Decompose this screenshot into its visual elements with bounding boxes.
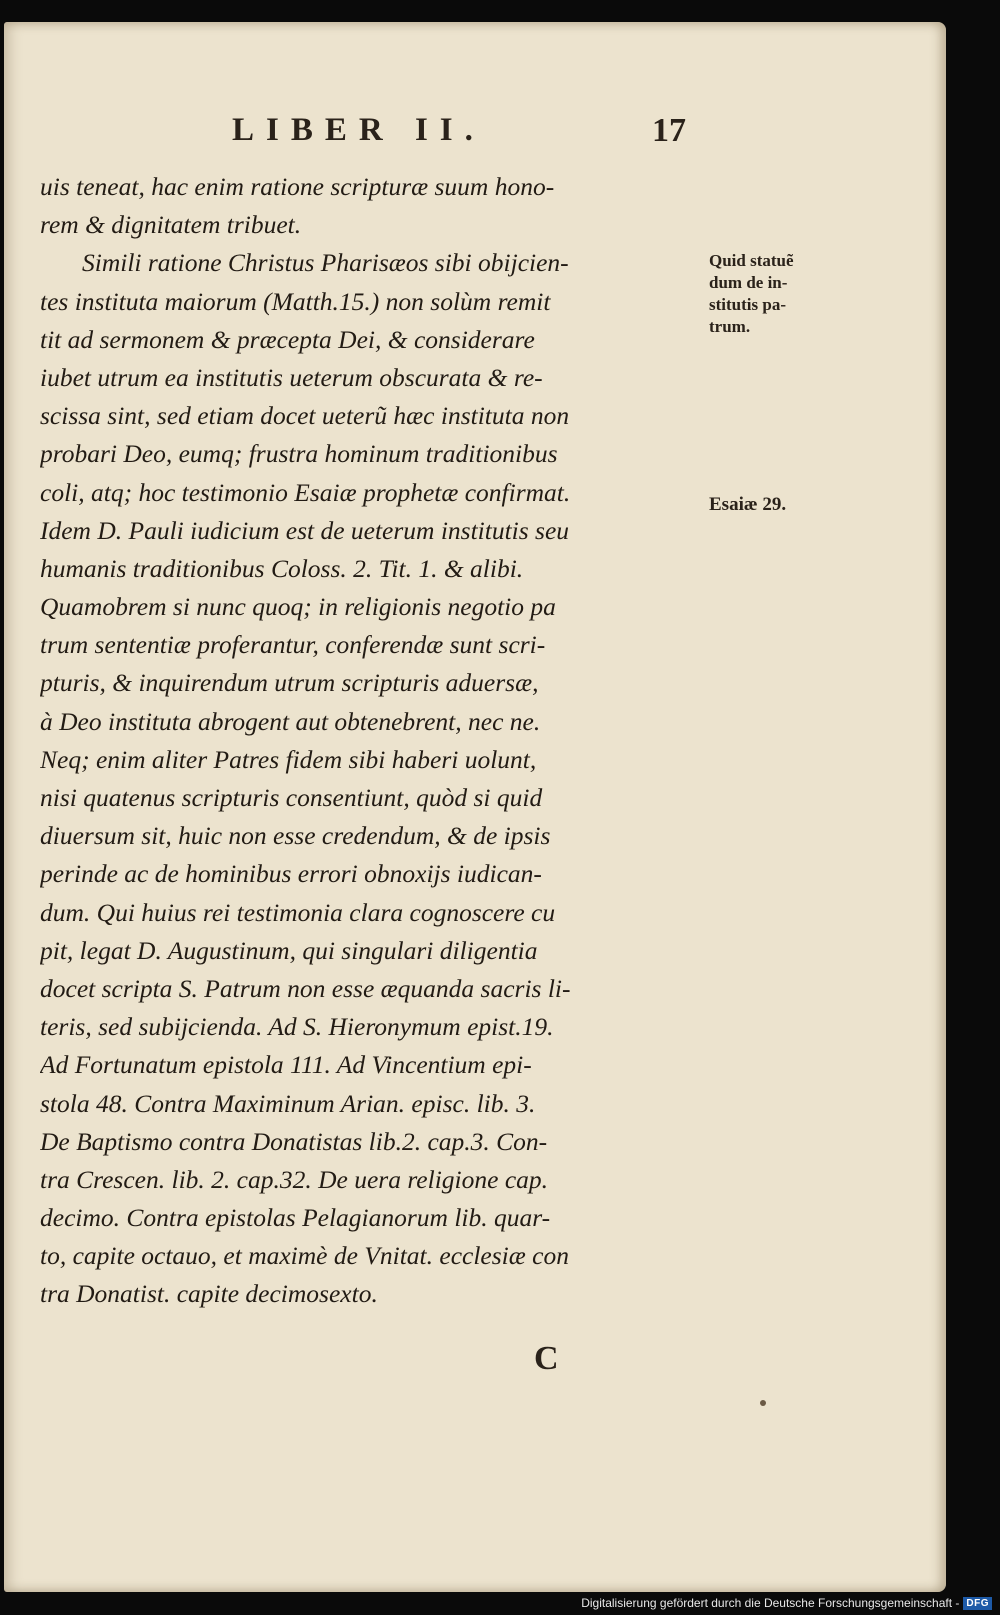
text-line: probari Deo, eumq; frustra hominum traditionibus (40, 439, 558, 469)
text-line: teris, sed subijcienda. Ad S. Hieronymum epist.19. (40, 1012, 554, 1042)
text-line: pit, legat D. Augustinum, qui singulari diligentia (40, 935, 538, 965)
text-line: Idem D. Pauli iudicium est de ueterum institutis seu (40, 515, 570, 545)
running-head: LIBER II. (232, 112, 485, 148)
text-line: rem & dignitatem tribuet. (40, 210, 302, 240)
text-line: Neq; enim aliter Patres fidem sibi haberi uolunt, (40, 744, 537, 774)
text-line: docet scripta S. Patrum non esse æquanda sacris li- (40, 973, 571, 1003)
text-line: perinde ac de hominibus errori obnoxijs iudican- (40, 859, 542, 889)
text-line: nisi quatenus scripturis consentiunt, quòd si quid (40, 783, 543, 812)
text-line: coli, atq; hoc testimonio Esaiæ prophetæ confirmat. (40, 477, 571, 507)
page-number: 17 (652, 112, 686, 149)
signature-mark: C (534, 1340, 559, 1377)
text-line: iubet utrum ea institutis ueterum obscurata & re- (40, 362, 543, 392)
page-header (4, 112, 946, 160)
text-line: tes instituta maiorum (Matth.15.) non solùm remit (40, 286, 551, 316)
text-line: scissa sint, sed etiam docet ueterũ hæc instituta non (40, 401, 570, 431)
margin-note-line: stitutis pa- (709, 295, 786, 314)
text-line: tit ad sermonem & præcepta Dei, & considerare (40, 324, 535, 354)
text-line: trum sententiæ proferantur, conferendæ sunt scri- (40, 630, 546, 660)
text-line: Simili ratione Christus Pharisæos sibi obijcien- (82, 248, 569, 278)
footer-text: Digitalisierung gefördert durch die Deutsche Forschungsgemeinschaft - (581, 1596, 960, 1610)
text-line: humanis traditionibus Coloss. 2. Tit. 1. & alibi. (40, 553, 524, 583)
text-line: pturis, & inquirendum utrum scripturis aduersæ, (40, 668, 539, 698)
body-text (40, 168, 700, 1314)
margin-note-line: Quid statuẽ (709, 251, 794, 270)
dfg-logo: DFG (963, 1597, 992, 1610)
ink-spot (760, 1400, 766, 1406)
text-line: to, capite octauo, et maximè de Vnitat. ecclesiæ con (40, 1241, 569, 1271)
text-line: diuersum sit, huic non esse credendum, & de ipsis (40, 821, 551, 851)
margin-note-reference: Esaiæ 29. (709, 494, 787, 515)
text-line: tra Crescen. lib. 2. cap.32. De uera religione cap. (40, 1164, 549, 1194)
text-line: tra Donatist. capite decimosexto. (40, 1279, 378, 1309)
margin-note-line: trum. (709, 317, 751, 336)
text-line: stola 48. Contra Maximinum Arian. episc. lib. 3. (40, 1088, 536, 1118)
margin-note (709, 250, 849, 338)
text-line: Ad Fortunatum epistola 111. Ad Vincentium epi- (40, 1050, 532, 1080)
text-line: De Baptismo contra Donatistas lib.2. cap.3. Con- (40, 1126, 548, 1156)
margin-note-line: dum de in- (709, 273, 788, 292)
text-line: dum. Qui huius rei testimonia clara cognoscere cu (40, 897, 556, 927)
book-page (4, 22, 946, 1592)
text-line: à Deo instituta abrogent aut obtenebrent, nec ne. (40, 706, 541, 736)
text-line: Quamobrem si nunc quoq; in religionis negotio pa (40, 592, 556, 622)
digitization-footer (581, 1593, 992, 1613)
text-line: decimo. Contra epistolas Pelagianorum lib. quar- (40, 1203, 551, 1233)
text-line: uis teneat, hac enim ratione scripturæ suum hono- (40, 172, 555, 201)
